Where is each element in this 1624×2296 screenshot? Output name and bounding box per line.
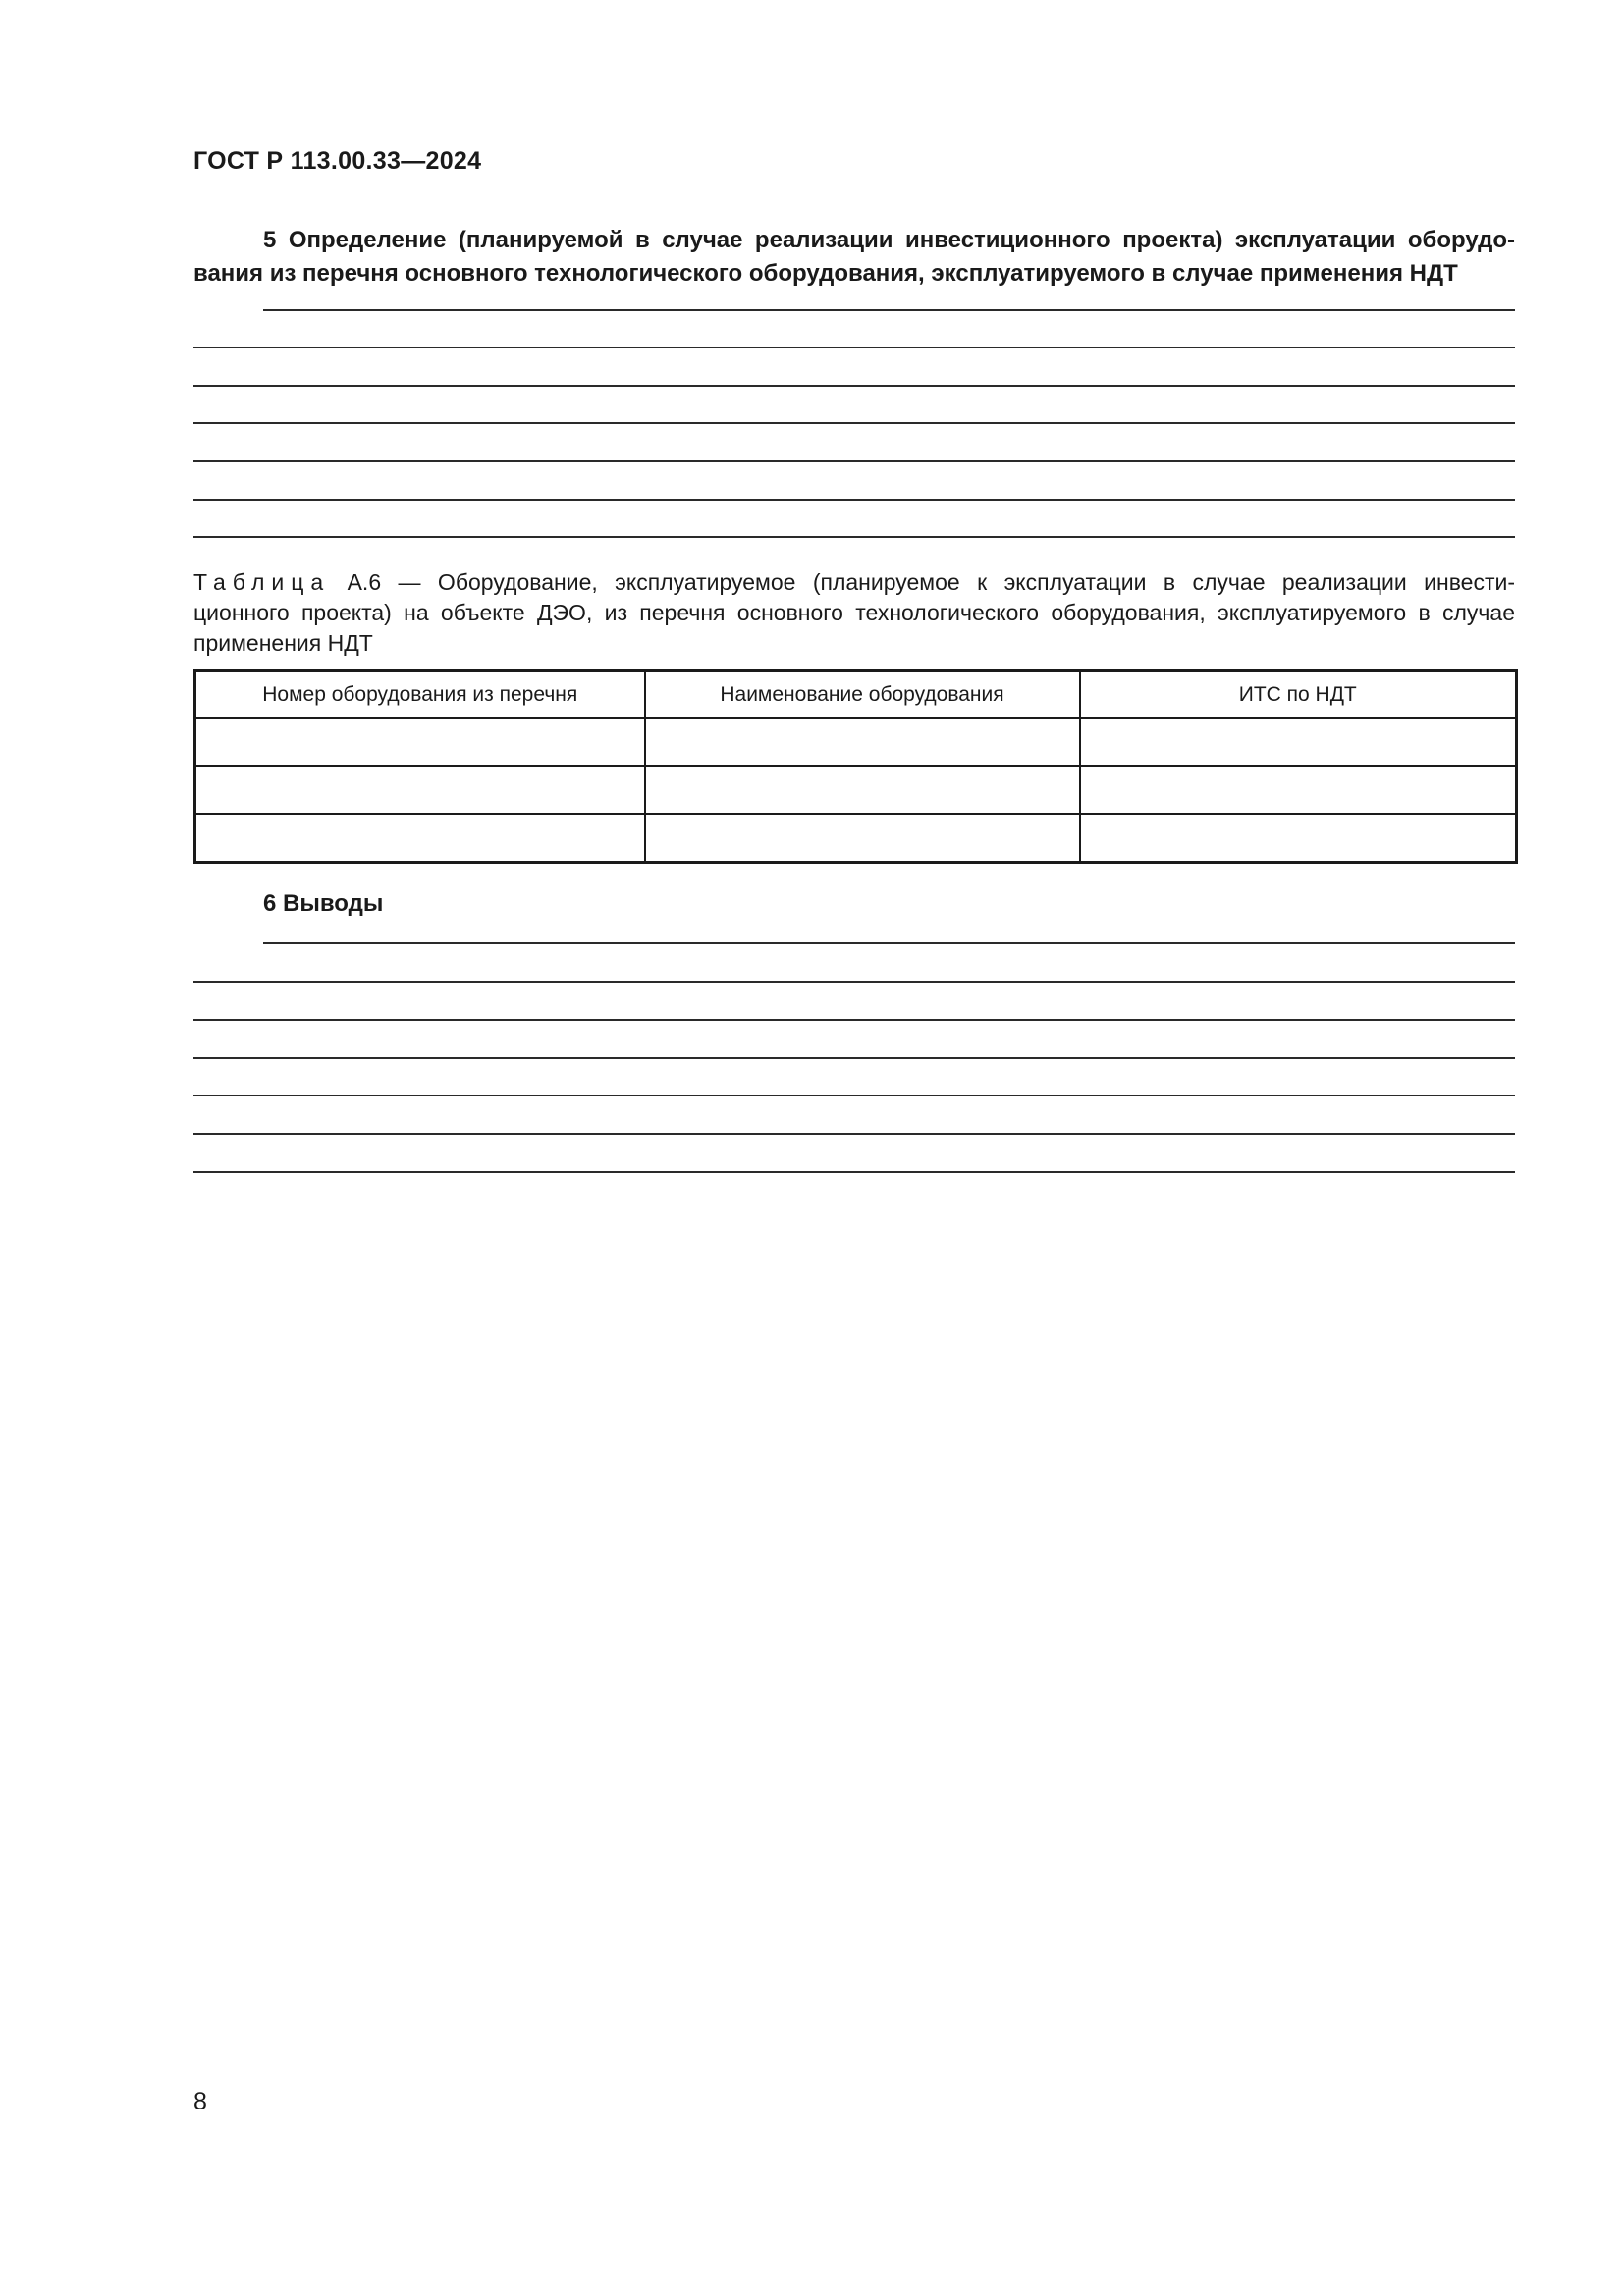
table-row xyxy=(195,814,1517,863)
section-5-fill-line xyxy=(193,385,1515,387)
section-5-heading xyxy=(193,224,1515,291)
section-5-fill-line xyxy=(193,347,1515,348)
table-row xyxy=(195,766,1517,814)
table-cell xyxy=(195,718,645,766)
table-cell xyxy=(1080,718,1517,766)
table-cell xyxy=(1080,814,1517,863)
table-cell xyxy=(645,766,1080,814)
section-5-fill-line xyxy=(193,499,1515,501)
equipment-table xyxy=(193,669,1518,864)
column-header-equipment-number: Номер оборудования из перечня xyxy=(195,671,645,719)
section-6-fill-line xyxy=(193,1019,1515,1021)
table-row xyxy=(195,718,1517,766)
table-caption-label: Таблица xyxy=(193,569,331,595)
section-6-fill-line xyxy=(263,942,1515,944)
section-5-fill-line xyxy=(193,422,1515,424)
section-6-heading: 6 Выводы xyxy=(263,890,384,917)
table-cell xyxy=(645,814,1080,863)
column-header-equipment-name: Наименование оборудования xyxy=(645,671,1080,719)
page-number: 8 xyxy=(193,2088,207,2115)
table-caption-line-1-text: А.6 — Оборудование, эксплуатируемое (планируемое к эксплуатации в случае реализации инвести- xyxy=(330,569,1515,595)
table-cell xyxy=(195,766,645,814)
section-5-fill-line xyxy=(193,536,1515,538)
section-6-fill-line xyxy=(193,1095,1515,1096)
table-cell xyxy=(195,814,645,863)
table-caption-rest: ционного проекта) на объекте ДЭО, из перечня основного технологического оборудования, эксплуатируемого в случае применения НДТ xyxy=(193,600,1515,656)
section-6-fill-line xyxy=(193,981,1515,983)
table-header-row xyxy=(195,671,1517,719)
section-5-fill-line xyxy=(263,309,1515,311)
section-6-fill-line xyxy=(193,1171,1515,1173)
section-5-fill-line xyxy=(193,460,1515,462)
column-header-its-ndt: ИТС по НДТ xyxy=(1080,671,1517,719)
table-a6-caption-line-1 xyxy=(193,567,1515,598)
section-5-heading-line-1: 5 Определение (планируемой в случае реализации инвестиционного проекта) эксплуатации оборудо- xyxy=(263,227,1515,253)
table-cell xyxy=(1080,766,1517,814)
table-a6-caption xyxy=(193,567,1515,659)
document-header: ГОСТ Р 113.00.33—2024 xyxy=(193,147,482,175)
section-6-fill-line xyxy=(193,1133,1515,1135)
table-cell xyxy=(645,718,1080,766)
section-6-fill-line xyxy=(193,1057,1515,1059)
section-5-heading-line-2: вания из перечня основного технологического оборудования, эксплуатируемого в случае применения НДТ xyxy=(193,260,1458,287)
